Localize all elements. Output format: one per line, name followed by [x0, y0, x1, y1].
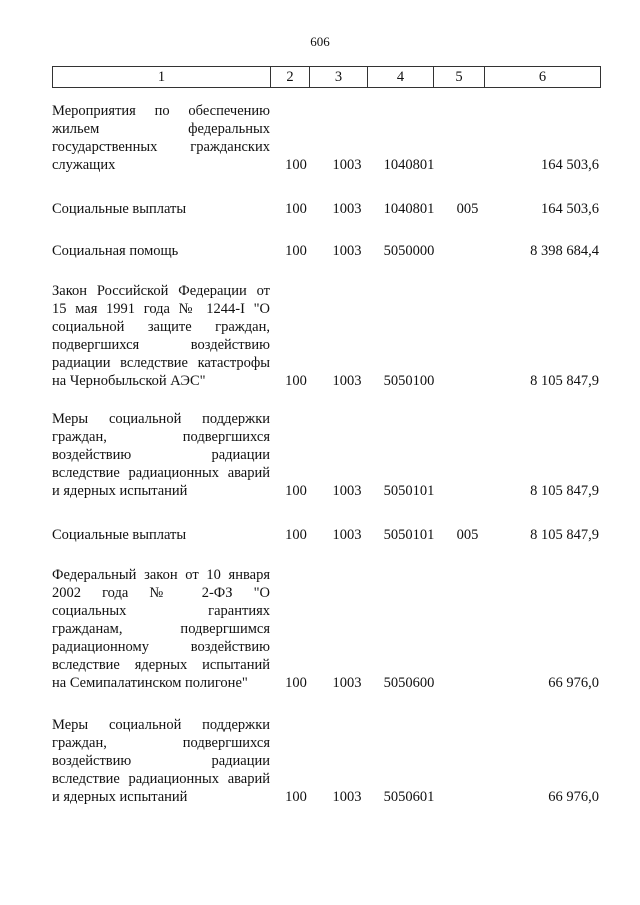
row-description — [52, 716, 270, 806]
description-line: 2002 года № 2-ФЗ "О — [52, 585, 270, 601]
header-col-6: 6 — [538, 69, 547, 85]
row-c4: 1040801 — [383, 157, 435, 173]
row-c3: 1003 — [332, 789, 362, 805]
row-description — [52, 526, 270, 544]
row-description — [52, 566, 270, 692]
description-line: Социальные выплаты — [52, 201, 187, 217]
row-c4: 5050600 — [383, 675, 435, 691]
description-line: вследствие радиационных аварий — [52, 465, 270, 481]
description-line: граждан, подвергшихся — [52, 735, 270, 751]
description-line: граждан, подвергшихся — [52, 429, 270, 445]
row-c3: 1003 — [332, 527, 362, 543]
description-line: радиационному воздействию — [52, 639, 270, 655]
description-line: и ядерных испытаний — [52, 789, 188, 805]
row-c5: 005 — [456, 201, 479, 217]
row-c3: 1003 — [332, 373, 362, 389]
description-line: на Семипалатинском полигоне" — [52, 675, 248, 691]
row-c2: 100 — [285, 201, 307, 217]
row-c6: 66 976,0 — [548, 789, 599, 805]
table-row — [52, 102, 599, 174]
description-line: вследствие ядерных испытаний — [52, 657, 270, 673]
header-col-3: 3 — [310, 67, 368, 87]
row-c6: 8 105 847,9 — [530, 527, 599, 543]
description-line: служащих — [52, 157, 116, 173]
description-line: Мероприятия по обеспечению — [52, 103, 270, 119]
description-line: подвергшихся воздействию — [52, 337, 270, 353]
table-row — [52, 242, 599, 260]
row-c3: 1003 — [332, 483, 362, 499]
row-description — [52, 242, 270, 260]
row-c4: 5050601 — [383, 789, 435, 805]
row-c2: 100 — [285, 527, 307, 543]
description-line: 15 мая 1991 года № 1244-I "О — [52, 301, 270, 317]
row-c6: 164 503,6 — [541, 157, 599, 173]
header-col-4: 4 — [368, 67, 434, 87]
row-c3: 1003 — [332, 675, 362, 691]
row-c2: 100 — [285, 373, 307, 389]
description-line: гражданам, подвергшимся — [52, 621, 270, 637]
description-line: жильем федеральных — [52, 121, 270, 137]
description-line: на Чернобыльской АЭС" — [52, 373, 206, 389]
table-row — [52, 410, 599, 500]
row-c6: 8 105 847,9 — [530, 483, 599, 499]
description-line: Социальная помощь — [52, 243, 179, 259]
row-c3: 1003 — [332, 243, 362, 259]
row-c2: 100 — [285, 483, 307, 499]
table-row — [52, 566, 599, 692]
description-line: радиации вследствие катастрофы — [52, 355, 270, 371]
table-row — [52, 200, 599, 218]
row-c4: 5050101 — [383, 527, 435, 543]
row-description — [52, 410, 270, 500]
row-c6: 164 503,6 — [541, 201, 599, 217]
row-c6: 8 398 684,4 — [530, 243, 599, 259]
row-c2: 100 — [285, 789, 307, 805]
row-description — [52, 282, 270, 390]
row-c4: 5050100 — [383, 373, 435, 389]
row-c2: 100 — [285, 675, 307, 691]
row-c3: 1003 — [332, 157, 362, 173]
row-c3: 1003 — [332, 201, 362, 217]
row-description — [52, 200, 270, 218]
description-line: Социальные выплаты — [52, 527, 187, 543]
header-col-5: 5 — [434, 67, 485, 87]
row-c6: 8 105 847,9 — [530, 373, 599, 389]
row-c4: 5050000 — [383, 243, 435, 259]
description-line: государственных гражданских — [52, 139, 270, 155]
description-line: социальной защите граждан, — [52, 319, 270, 335]
description-line: вследствие радиационных аварий — [52, 771, 270, 787]
description-line: Меры социальной поддержки — [52, 411, 270, 427]
description-line: воздействию радиации — [52, 447, 270, 463]
table-row — [52, 716, 599, 806]
row-c2: 100 — [285, 157, 307, 173]
description-line: воздействию радиации — [52, 753, 270, 769]
row-c4: 5050101 — [383, 483, 435, 499]
header-col-2: 2 — [271, 67, 310, 87]
row-c4: 1040801 — [383, 201, 435, 217]
table-header — [52, 66, 601, 88]
table-row — [52, 526, 599, 544]
description-line: и ядерных испытаний — [52, 483, 188, 499]
row-c6: 66 976,0 — [548, 675, 599, 691]
description-line: социальных гарантиях — [52, 603, 270, 619]
page-number: 606 — [310, 34, 330, 49]
table-row — [52, 282, 599, 390]
description-line: Федеральный закон от 10 января — [52, 567, 270, 583]
row-description — [52, 102, 270, 174]
description-line: Меры социальной поддержки — [52, 717, 270, 733]
header-col-1: 1 — [53, 67, 271, 87]
row-c2: 100 — [285, 243, 307, 259]
description-line: Закон Российской Федерации от — [52, 283, 270, 299]
row-c5: 005 — [456, 527, 479, 543]
